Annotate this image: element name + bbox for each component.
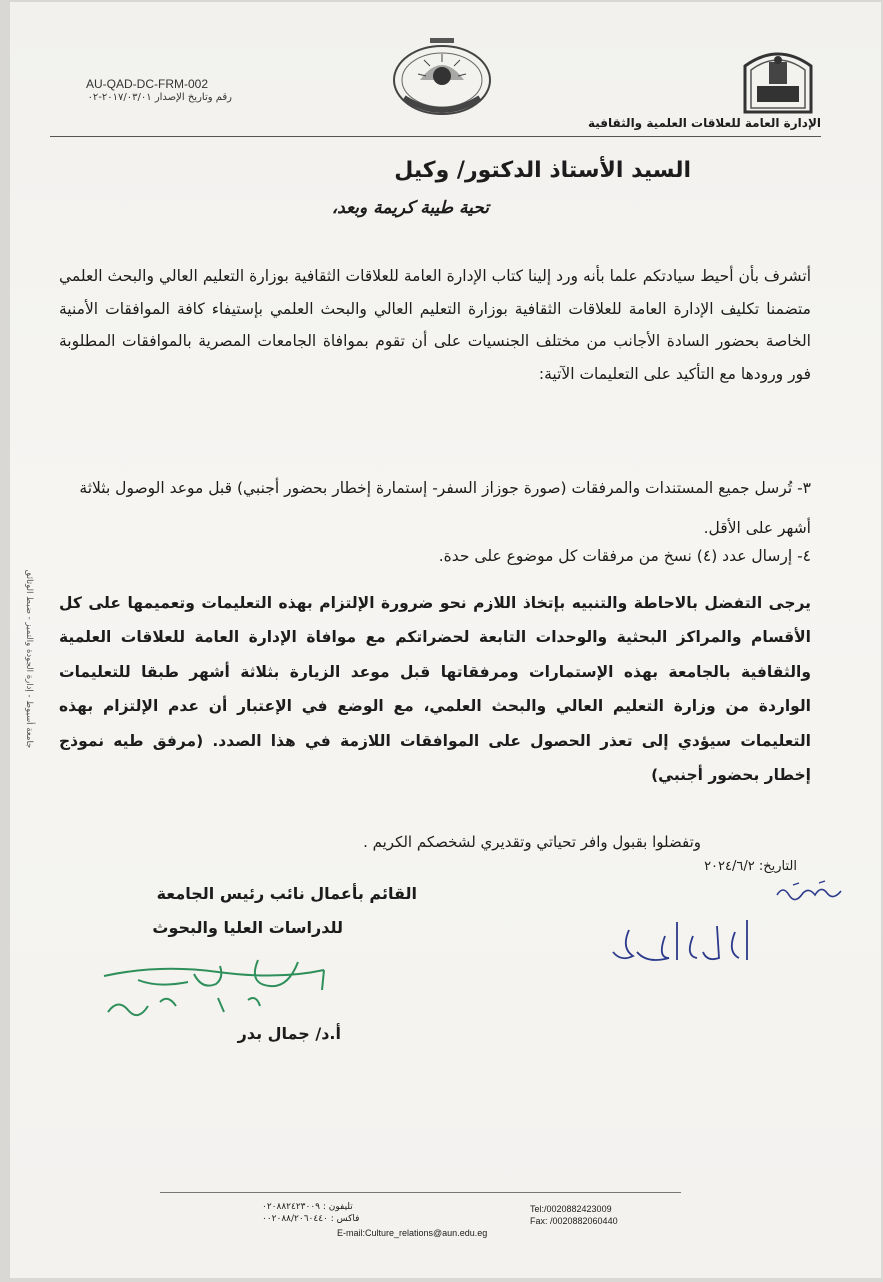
body-paragraph-2: يرجى التفضل بالاحاطة والتنبيه بإتخاذ اللازم نحو ضرورة الإلتزام بهذه التعليمات وتعميمها على كل الأقسام والمراكز البحثية والوحدات التابعة لحضراتكم مع موافاة الإدارة العامة للعلاقات العلمية والثقافية بالجامعة بهذه الإستمارات ومرفقاتها قبل موعد الزيارة بثلاثة أشهر طبقا للتعليمات الواردة من وزارة التعليم العالي والبحث العلمي، مع الوضع في الإعتبار أن عدم الإلتزام بهذه التعليمات سيؤدي إلى تعذر الحصول على الموافقات اللازمة في هذا الصدد. (مرفق طيه نموذج إخطار بحضور أجنبي) — [59, 594, 811, 785]
form-code: AU-QAD-DC-FRM-002 — [86, 77, 209, 91]
department-name: الإدارة العامة للعلاقات العلمية والثقافية — [587, 116, 821, 130]
instruction-item-3: ٣- تُرسل جميع المستندات والمرفقات (صورة جوزاز السفر- إستمارة إخطار بحضور أجنبي) قبل موعد الوصول بثلاثة أشهر على الأقل. — [79, 479, 811, 537]
instruction-item-4: ٤- إرسال عدد (٤) نسخ من مرفقات كل موضوع على حدة. — [438, 547, 811, 565]
letter-page — [10, 2, 881, 1278]
form-issue: رقم وتاريخ الإصدار ٢٠١٧/٠٣/٠١-٠٢ — [87, 92, 232, 103]
closing-line: وتفضلوا بقبول وافر تحياتي وتقديري لشخصكم الكريم . — [363, 833, 701, 851]
signatory-title-line2: للدراسات العليا والبحوث — [152, 918, 343, 937]
footer-email[interactable]: E-mail:Culture_relations@aun.edu.eg — [337, 1228, 488, 1238]
addressee: السيد الأستاذ الدكتور/ وكيل — [394, 158, 691, 183]
footer-fax: Fax: /0020882060440 — [530, 1216, 618, 1226]
letter-date: التاريخ: ٢٠٢٤/٦/٢ — [704, 859, 797, 874]
header-divider — [50, 136, 821, 137]
footer-tel: Tel:/0020882423009 — [530, 1204, 612, 1214]
signature-ink — [98, 954, 328, 1026]
general-administration-seal — [382, 32, 502, 128]
handwritten-initials — [773, 877, 843, 907]
footer-tel-ar: تليفون : ٠٢٠٨٨٢٤٢٣٠٠٩ — [262, 1202, 353, 1212]
handwritten-name — [607, 912, 757, 972]
signatory-title-line1: القائم بأعمال نائب رئيس الجامعة — [156, 884, 417, 903]
body-paragraph-1: أتشرف بأن أحيط سيادتكم علما بأنه ورد إلينا كتاب الإدارة العامة للعلاقات الثقافية بوزارة التعليم العالي والبحث العلمي متضمنا تكليف الإدارة العامة للعلاقات الثقافية بوزارة التعليم العالي والبحث العلمي بإستيفاء كافة الموافقات الأمنية الخاصة بحضور السادة الأجانب من مختلف الجنسيات على أن تقوم بموافاة الجامعات المصرية بالموافقات المطلوبة فور ورودها مع التأكيد على التعليمات الآتية: — [59, 267, 811, 383]
side-margin-note: جامعة أسيوط - إدارة الجودة والتميز - ضبط الوثائق — [24, 569, 34, 749]
university-logo — [739, 48, 817, 114]
footer-fax-ar: فاكس : ٠٠٢٠٨٨/٢٠٦٠٤٤٠ — [262, 1214, 360, 1224]
signatory-name: أ.د/ جمال بدر — [237, 1024, 341, 1043]
footer-divider — [160, 1192, 681, 1193]
greeting: تحية طيبة كريمة وبعد، — [331, 198, 489, 218]
